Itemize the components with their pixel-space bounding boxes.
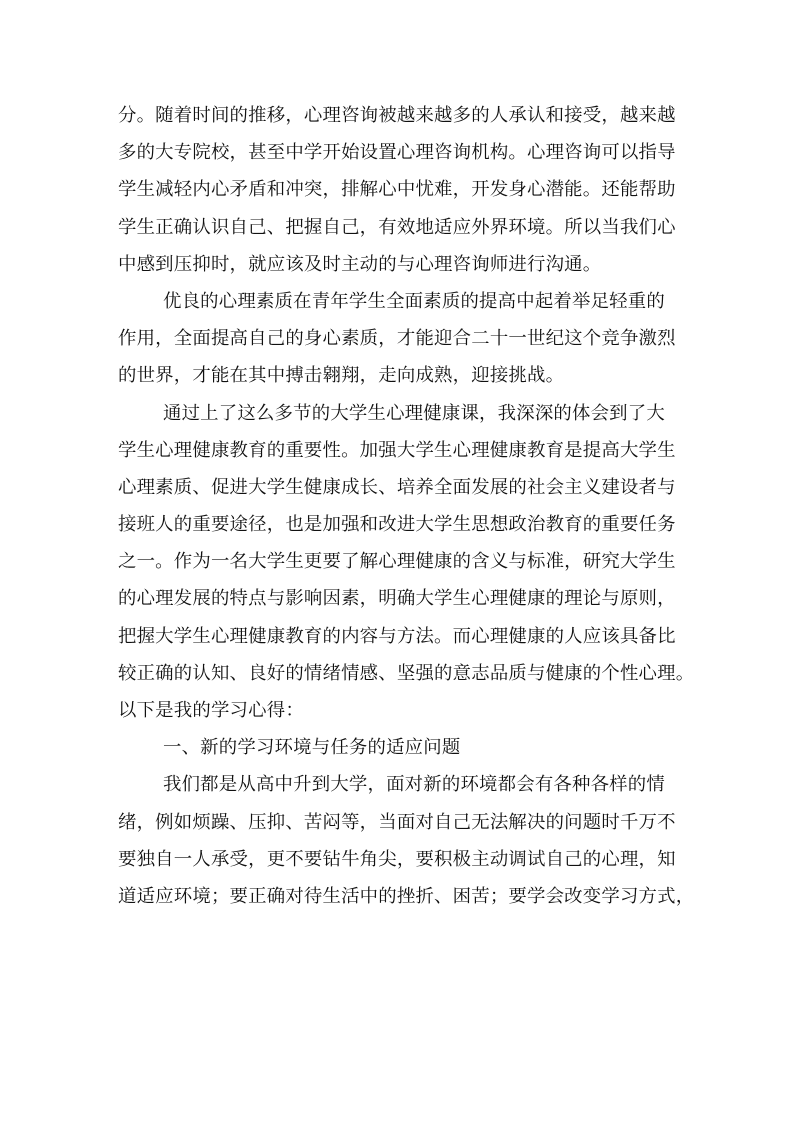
text-line: 中感到压抑时，就应该及时主动的与心理咨询师进行沟通。	[118, 253, 602, 275]
text-line: 多的大专院校，甚至中学开始设置心理咨询机构。心理咨询可以指导	[118, 142, 676, 164]
text-line: 我们都是从高中升到大学，面对新的环境都会有各种各样的情	[163, 774, 665, 796]
text-line: 作用，全面提高自己的身心素质，才能迎合二十一世纪这个竞争激烈	[118, 328, 676, 350]
section-heading	[118, 729, 678, 766]
text-line: 的心理发展的特点与影响因素，明确大学生心理健康的理论与原则，	[118, 588, 676, 610]
text-line: 学生心理健康教育的重要性。加强大学生心理健康教育是提高大学生	[118, 439, 676, 461]
text-line: 心理素质、促进大学生健康成长、培养全面发展的社会主义建设者与	[118, 476, 676, 498]
text-line: 把握大学生心理健康教育的内容与方法。而心理健康的人应该具备比	[118, 625, 676, 647]
text-line: 学生减轻内心矛盾和冲突，排解心中忧难，开发身心潜能。还能帮助	[118, 179, 676, 201]
document-body	[118, 97, 695, 915]
paragraph-psychological-quality	[118, 283, 678, 395]
text-line: 通过上了这么多节的大学生心理健康课，我深深的体会到了大	[163, 402, 665, 424]
text-line: 绪，例如烦躁、压抑、苦闷等，当面对自己无法解决的问题时千万不	[118, 811, 676, 833]
text-line: 的世界，才能在其中搏击翱翔，走向成熟，迎接挑战。	[118, 365, 565, 387]
heading-line: 一、新的学习环境与任务的适应问题	[163, 737, 461, 759]
text-line: 较正确的认知、良好的情绪情感、坚强的意志品质与健康的个性心理。	[118, 662, 695, 684]
text-line: 学生正确认识自己、把握自己，有效地适应外界环境。所以当我们心	[118, 216, 676, 238]
paragraph-course-reflection	[118, 395, 695, 730]
text-line: 之一。作为一名大学生更要了解心理健康的含义与标准，研究大学生	[118, 551, 676, 573]
text-line: 要独自一人承受，更不要钻牛角尖，要积极主动调试自己的心理，知	[118, 848, 676, 870]
text-line: 道适应环境；要正确对待生活中的挫折、困苦；要学会改变学习方式，	[118, 885, 695, 907]
paragraph-continuation	[118, 97, 678, 283]
paragraph-adaptation	[118, 766, 695, 915]
text-line: 接班人的重要途径，也是加强和改进大学生思想政治教育的重要任务	[118, 514, 676, 536]
text-line: 分。随着时间的推移，心理咨询被越来越多的人承认和接受，越来越	[118, 105, 676, 126]
text-line: 以下是我的学习心得：	[118, 700, 304, 721]
text-line: 优良的心理素质在青年学生全面素质的提高中起着举足轻重的	[163, 290, 665, 312]
